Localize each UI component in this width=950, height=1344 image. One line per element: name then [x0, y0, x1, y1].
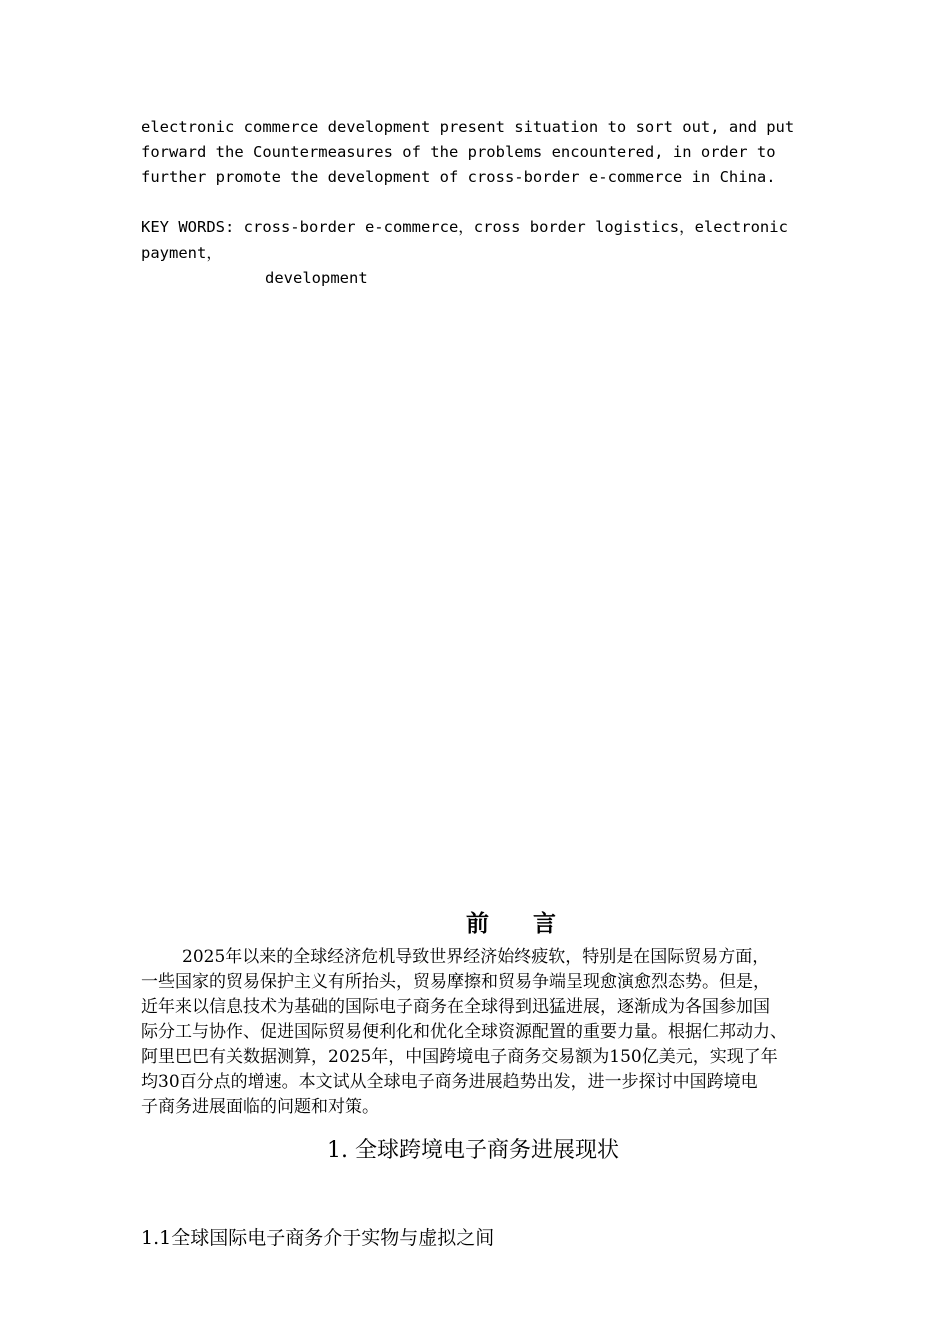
- preface-line-3: 近年来以信息技术为基础的国际电子商务在全球得到迅猛进展，逐渐成为各国参加国: [141, 997, 770, 1017]
- preface-line-6: 均30百分点的增速。本文试从全球电子商务进展趋势出发，进一步探讨中国跨境电: [141, 1072, 758, 1092]
- keywords-line-2: payment，: [141, 244, 222, 262]
- keywords-line-3: development: [265, 269, 368, 287]
- section-1-title: 1. 全球跨境电子商务进展现状: [327, 1138, 619, 1163]
- preface-line-1: 2025年以来的全球经济危机导致世界经济始终疲软，特别是在国际贸易方面，: [182, 947, 770, 967]
- preface-line-2: 一些国家的贸易保护主义有所抬头，贸易摩擦和贸易争端呈现愈演愈烈态势。但是，: [141, 972, 770, 992]
- keywords-line-1: KEY WORDS: cross-border e-commerce，cross border logistics，electronic: [141, 218, 788, 236]
- preface-line-7: 子商务进展面临的问题和对策。: [141, 1097, 379, 1117]
- abstract-line-2: forward the Countermeasures of the problems encountered, in order to: [141, 143, 776, 161]
- preface-title: 前 言: [466, 910, 575, 937]
- preface-line-4: 际分工与协作、促进国际贸易便利化和优化全球资源配置的重要力量。根据仁邦动力、: [141, 1022, 787, 1042]
- preface-line-5: 阿里巴巴有关数据测算，2025年，中国跨境电子商务交易额为150亿美元，实现了年: [141, 1047, 778, 1067]
- subsection-1-1-title: 1.1全球国际电子商务介于实物与虚拟之间: [141, 1227, 495, 1249]
- abstract-line-1: electronic commerce development present situation to sort out, and put: [141, 118, 795, 136]
- abstract-line-3: further promote the development of cross-border e-commerce in China.: [141, 168, 776, 186]
